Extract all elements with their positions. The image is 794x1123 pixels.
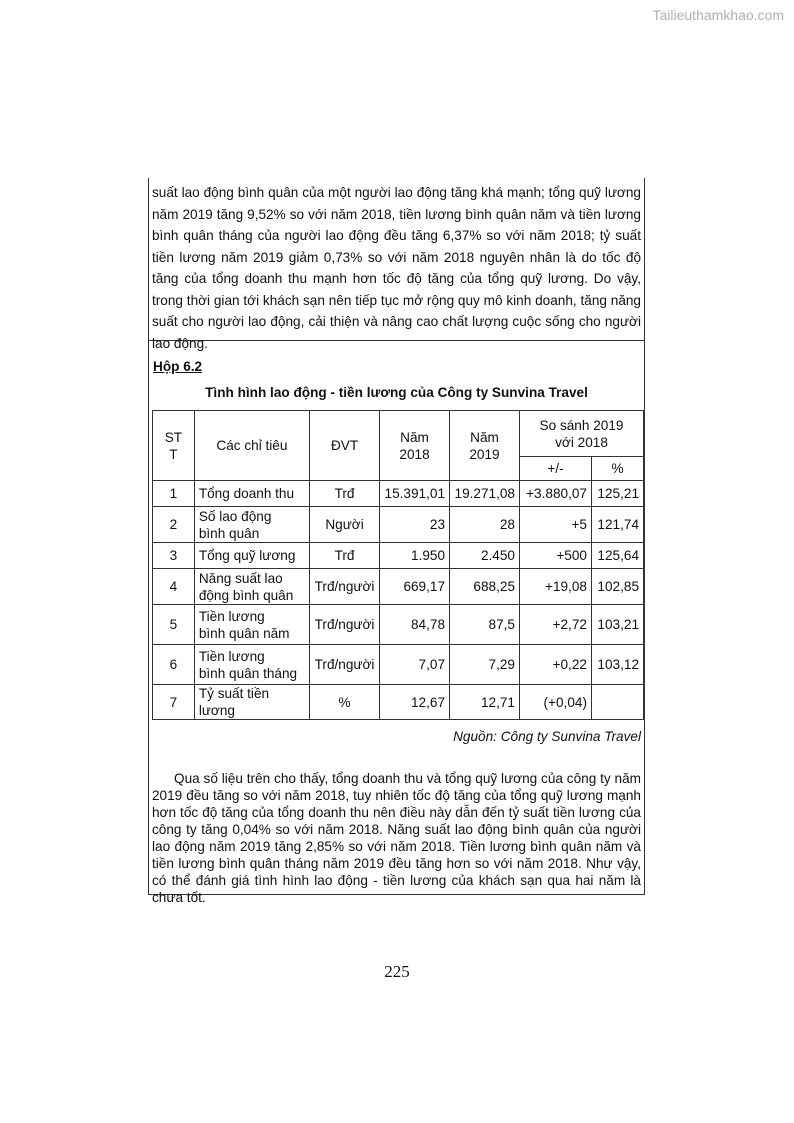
- cell-year-2019: 28: [450, 507, 520, 543]
- cell-percent: 125,21: [591, 481, 643, 507]
- cell-year-2018: 12,67: [380, 685, 450, 720]
- cell-indicator: Tiền lương bình quân năm: [194, 605, 309, 645]
- header-year-2018: Năm 2018: [380, 411, 450, 481]
- cell-year-2019: 2.450: [450, 543, 520, 569]
- cell-diff: +500: [520, 543, 592, 569]
- cell-diff: +3.880,07: [520, 481, 592, 507]
- table-source: Nguồn: Công ty Sunvina Travel: [453, 729, 641, 744]
- box-label: Hộp 6.2: [153, 359, 203, 374]
- cell-stt: 3: [153, 543, 195, 569]
- cell-indicator: Tỷ suất tiền lương: [194, 685, 309, 720]
- cell-percent: 103,21: [591, 605, 643, 645]
- intro-box: [148, 178, 645, 351]
- cell-stt: 5: [153, 605, 195, 645]
- header-unit: ĐVT: [310, 411, 380, 481]
- cell-year-2019: 12,71: [450, 685, 520, 720]
- cell-percent: [591, 685, 643, 720]
- cell-year-2019: 7,29: [450, 645, 520, 685]
- header-diff: +/-: [520, 457, 592, 481]
- table-body: [153, 481, 644, 720]
- cell-unit: Trđ: [310, 543, 380, 569]
- cell-year-2018: 7,07: [380, 645, 450, 685]
- cell-indicator: Tổng quỹ lương: [194, 543, 309, 569]
- cell-percent: 103,12: [591, 645, 643, 685]
- header-stt: [153, 411, 195, 481]
- conclusion-paragraph: Qua số liệu trên cho thấy, tổng doanh thu và tổng quỹ lương của công ty năm 2019 đều tăng so với năm 2018, tuy nhiên tốc độ tăng của tổng quỹ lương mạnh hơn tốc độ tăng của tổng doanh thu nên điều này dẫn đến tỷ suất tiền lương của công ty tăng 0,04% so với năm 2018. Năng suất lao động bình quân của người lao động năm 2019 tăng 2,85% so với năm 2018. Tiền lương bình quân năm và tiền lương bình quân tháng năm 2019 đều tăng hơn so với năm 2018. Như vậy, có thể đánh giá tình hình lao động - tiền lương của khách sạn qua hai năm là chưa tốt.: [152, 771, 641, 905]
- cell-year-2018: 15.391,01: [380, 481, 450, 507]
- header-compare: So sánh 2019 với 2018: [520, 411, 644, 457]
- cell-indicator: Số lao động bình quân: [194, 507, 309, 543]
- header-percent: %: [591, 457, 643, 481]
- cell-year-2019: 688,25: [450, 569, 520, 605]
- cell-year-2019: 87,5: [450, 605, 520, 645]
- cell-stt: 2: [153, 507, 195, 543]
- cell-unit: %: [310, 685, 380, 720]
- cell-diff: +5: [520, 507, 592, 543]
- cell-stt: 1: [153, 481, 195, 507]
- table-row: [153, 645, 644, 685]
- cell-unit: Trđ/người: [310, 605, 380, 645]
- cell-unit: Trđ: [310, 481, 380, 507]
- table-row: [153, 605, 644, 645]
- cell-indicator: Năng suất lao động bình quân: [194, 569, 309, 605]
- cell-percent: 121,74: [591, 507, 643, 543]
- cell-indicator: Tiền lương bình quân tháng: [194, 645, 309, 685]
- header-stt-line1: ST: [164, 429, 183, 445]
- cell-year-2018: 84,78: [380, 605, 450, 645]
- cell-unit: Trđ/người: [310, 569, 380, 605]
- cell-percent: 125,64: [591, 543, 643, 569]
- table-row: [153, 507, 644, 543]
- cell-year-2018: 669,17: [380, 569, 450, 605]
- cell-year-2018: 1.950: [380, 543, 450, 569]
- cell-year-2019: 19.271,08: [450, 481, 520, 507]
- box-title: Tình hình lao động - tiền lương của Công ty Sunvina Travel: [205, 385, 588, 400]
- labor-salary-table: [152, 410, 644, 720]
- cell-diff: +2,72: [520, 605, 592, 645]
- cell-unit: Người: [310, 507, 380, 543]
- header-indicator: Các chỉ tiêu: [194, 411, 309, 481]
- cell-stt: 4: [153, 569, 195, 605]
- cell-unit: Trđ/người: [310, 645, 380, 685]
- cell-indicator: Tổng doanh thu: [194, 481, 309, 507]
- table-row: [153, 569, 644, 605]
- watermark: Tailieuthamkhao.com: [652, 7, 784, 23]
- cell-diff: +19,08: [520, 569, 592, 605]
- cell-stt: 7: [153, 685, 195, 720]
- cell-year-2018: 23: [380, 507, 450, 543]
- cell-diff: (+0,04): [520, 685, 592, 720]
- table-row: [153, 543, 644, 569]
- case-box: [148, 341, 645, 905]
- page-number: 225: [384, 962, 410, 981]
- cell-stt: 6: [153, 645, 195, 685]
- table-row: [153, 481, 644, 507]
- cell-percent: 102,85: [591, 569, 643, 605]
- intro-paragraph: suất lao động bình quân của một người lao động tăng khá mạnh; tổng quỹ lương năm 2019 tăng 9,52% so với năm 2018, tiền lương bình quân năm và tiền lương bình quân tháng của người lao động đều tăng 6,37% so với năm 2018; tỷ suất tiền lương năm 2019 giảm 0,73% so với năm 2018 nguyên nhân là do tốc độ tăng của tổng doanh thu mạnh hơn tốc độ tăng của tổng quỹ lương. Do vậy, trong thời gian tới khách sạn nên tiếp tục mở rộng quy mô kinh doanh, tăng năng suất cho người lao động, cải thiện và nâng cao chất lượng cuộc sống cho người lao động.: [152, 185, 641, 351]
- cell-diff: +0,22: [520, 645, 592, 685]
- header-year-2019: Năm 2019: [450, 411, 520, 481]
- header-stt-line2: T: [169, 446, 178, 462]
- table-row: [153, 685, 644, 720]
